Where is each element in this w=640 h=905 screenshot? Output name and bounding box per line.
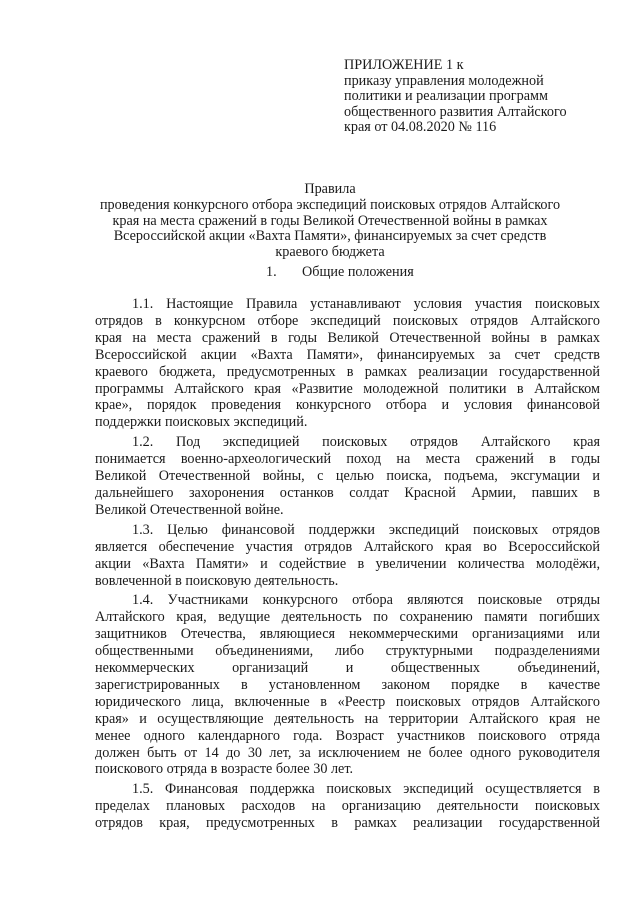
paragraph-line: 1.3. Целью финансовой поддержки экспедиций поисковых отрядов	[132, 521, 600, 538]
paragraph-line: 1.4. Участниками конкурсного отбора являются поисковые отряды	[132, 592, 600, 609]
paragraph-line: поддержки поисковых экспедиций.	[95, 414, 308, 431]
title-line: Правила	[304, 181, 356, 197]
paragraph-line: 1.5. Финансовая поддержка поисковых экспедиций осуществляется в	[132, 781, 600, 798]
appendix-line: края от 04.08.2020 № 116	[344, 119, 497, 136]
paragraph-line: края на места сражений в годы Великой Отечественной войны в рамках	[95, 329, 600, 346]
paragraph-line: вовлеченной в поисковую деятельность.	[95, 572, 339, 589]
paragraph-line: крае», порядок проведения конкурсного отбора и условия финансовой	[95, 397, 600, 414]
paragraph-line: пределах плановых расходов на организацию деятельности поисковых	[95, 798, 600, 815]
document-body	[95, 296, 600, 835]
section-number: 1.	[266, 264, 277, 280]
paragraph-line: поискового отряда в возрасте более 30 лет.	[95, 761, 354, 778]
paragraph-line: отрядов края, предусмотренных в рамках реализации государственной	[95, 815, 600, 832]
appendix-line: политики и реализации программ	[344, 88, 548, 105]
paragraph-line: Всероссийской акции «Вахта Памяти», финансируемых за счет средств	[95, 346, 600, 363]
appendix-line: общественного развития Алтайского	[344, 103, 567, 120]
paragraph-line: программы Алтайского края «Развитие молодежной политики в Алтайском	[95, 380, 600, 397]
paragraph-line: является обеспечение участия отрядов Алтайского края во Всероссийской	[95, 538, 600, 555]
title-line: проведения конкурсного отбора экспедиций поисковых отрядов Алтайского	[99, 196, 561, 213]
paragraph-line: Великой Отечественной войне.	[95, 501, 284, 518]
appendix-line: приказу управления молодежной	[344, 72, 544, 89]
paragraph-line: акции «Вахта Памяти» и содействие в увеличении количества молодёжи,	[95, 555, 600, 572]
paragraph-line: 1.1. Настоящие Правила устанавливают условия участия поисковых	[132, 296, 600, 312]
appendix-line: ПРИЛОЖЕНИЕ 1 к	[344, 57, 464, 73]
paragraph-line: отрядов в конкурсном отборе экспедиций поисковых отрядов Алтайского	[95, 312, 600, 329]
paragraph-line: 1.2. Под экспедицией поисковых отрядов Алтайского края	[132, 434, 600, 451]
paragraph-line: менее одного календарного года. Возраст участников поискового отряда	[95, 727, 600, 744]
paragraph-line: краевого бюджета, предусмотренных в рамках реализации государственной	[95, 363, 600, 380]
paragraph	[95, 434, 600, 519]
paragraph	[95, 296, 600, 431]
title-line: края на места сражений в годы Великой Отечественной войны в рамках	[112, 212, 548, 229]
paragraph-line: дальнейшего захоронения останков солдат Красной Армии, павших в	[95, 484, 600, 501]
paragraph	[95, 592, 600, 778]
paragraph-line: некоммерческих организаций и общественных объединений,	[95, 660, 600, 677]
appendix-header	[344, 58, 614, 136]
paragraph-line: юридического лица, включенные в «Реестр поисковых отрядов Алтайского	[95, 693, 600, 710]
title-line: Всероссийской акции «Вахта Памяти», финансируемых за счет средств	[113, 228, 547, 245]
paragraph	[95, 781, 600, 832]
paragraph-line: Великой Отечественной войны, с целью поиска, подъема, эксгумации и	[95, 468, 600, 485]
title-line: краевого бюджета	[275, 244, 385, 261]
paragraph-line: Алтайского края, ведущие деятельность по сохранению памяти погибших	[95, 609, 600, 626]
paragraph-line: защитников Отечества, являющиеся некоммерческими организациями или	[95, 626, 600, 643]
section-title: Общие положения	[302, 264, 414, 280]
document-title	[60, 182, 600, 261]
paragraph-line: должен быть от 14 до 30 лет, за исключением не более одного руководителя	[95, 744, 600, 761]
paragraph-line: общественными объединениями, либо структурными подразделениями	[95, 643, 600, 660]
paragraph-line: понимается военно-археологический поход на места сражений в годы	[95, 451, 600, 468]
paragraph-line: зарегистрированных в установленном законом порядке в качестве	[95, 676, 600, 693]
paragraph	[95, 522, 600, 590]
paragraph-line: края» и осуществляющие деятельность на территории Алтайского края не	[95, 710, 600, 727]
